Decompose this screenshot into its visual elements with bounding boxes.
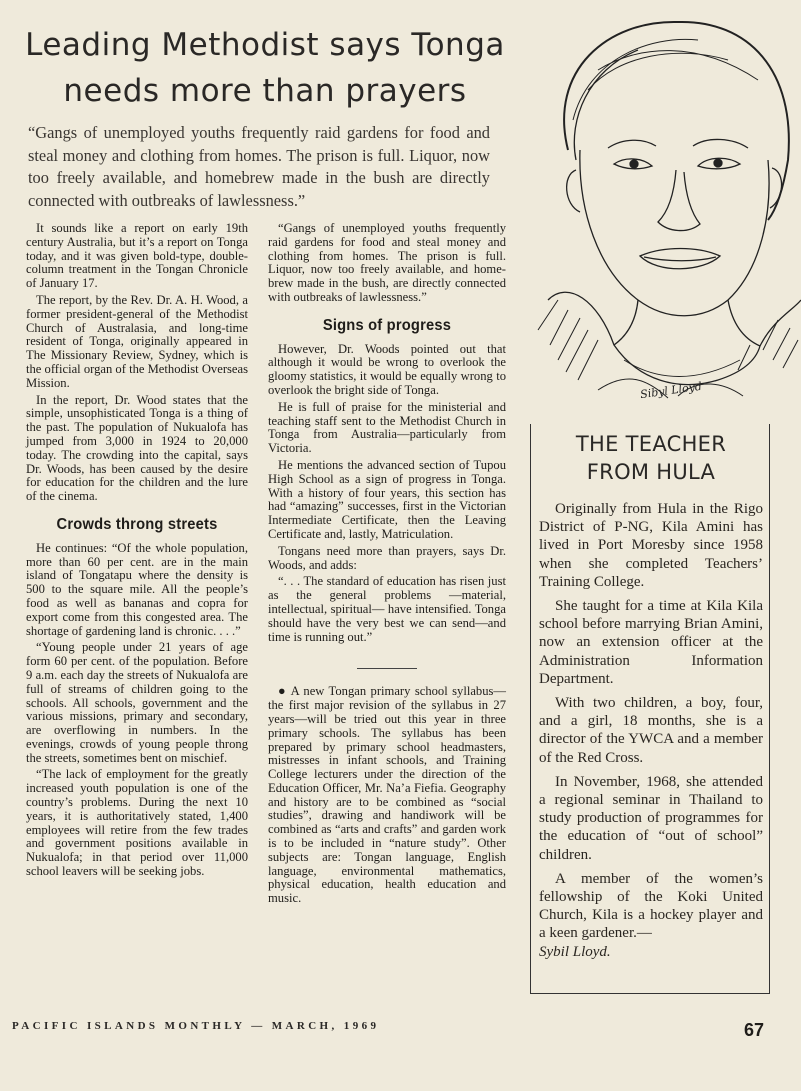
- paragraph: In the report, Dr. Wood states that the simple, unsophisticated Tonga is a thing of the past. The population of Nukualofa has jumped from 3,000 in 1924 to 20,000 today. The crowding into the capital, says Dr. Woods, has been caused by the desire for education for the children and the lure of the cinema.: [26, 392, 248, 504]
- paragraph: ● A new Tongan primary school syllabus—the first major revision of the syllabus in 27 years—will be tried out this year in three primary schools. The syllabus has been prepared by primary school headmasters, mistresses in infant schools, and Training College lecturers under the direction of the Education Officer, Mr. Na’a Fiefia. Geography and history are to be combined as “social studies”, drawing and handiwork will be combined as “arts and crafts” and garden work is to be included in “nature study”. Other subjects are: Tongan language, English language, environmental mathematics, physical education, health education and music.: [268, 684, 506, 906]
- divider: [357, 668, 417, 669]
- headline-line-1: Leading Methodist says Tonga: [25, 27, 505, 63]
- sidebar-title: [539, 430, 763, 486]
- paragraph: The report, by the Rev. Dr. A. H. Wood, a former president-general of the Methodist Church of Australasia, and long-time resident of Tonga, originally appeared in The Missionary Review, Sydney, which is the official organ of the Methodist Overseas Mission.: [26, 292, 248, 390]
- paragraph: “The lack of employment for the greatly increased youth population is one of the country’s problems. During the next 10 years, it is authoritatively stated, 1,400 employees will retire from the few trades and government positions available in Nukualofa; in that period over 11,000 school leavers will be seeking jobs.: [26, 767, 248, 879]
- article-column-2: [268, 222, 506, 909]
- sidebar-paragraph: [539, 870, 763, 961]
- artist-signature: Sibyl Lloyd: [639, 379, 703, 402]
- article-column-1: [26, 222, 248, 882]
- pull-quote: “Gangs of unemployed youths frequently raid gardens for food and steal money and clothing from homes. The prison is full. Liquor, now too freely available, and homebrew made in the bush are directly connected with outbreaks of lawlessness.”: [28, 123, 490, 210]
- paragraph: It sounds like a report on early 19th century Australia, but it’s a report on Tonga today, and it was given bold-type, double-column treatment in the Tongan Chronicle of January 17.: [26, 221, 248, 291]
- subheading-progress: Signs of progress: [322, 316, 452, 334]
- portrait-sketch: [528, 0, 801, 420]
- paragraph: “Gangs of unemployed youths frequently raid gardens for food and steal money and clothing from homes. The prison is full. Liquor, now too freely available, and home-brew made in the bush, are directly connected with outbreaks of lawlessness.”: [268, 221, 506, 304]
- subheading-crowds: Crowds throng streets: [56, 515, 218, 533]
- sidebar-paragraph: She taught for a time at Kila Kila school before marrying Brian Amini, now an extension officer at the Administration Information Department.: [539, 598, 763, 687]
- paragraph: However, Dr. Woods pointed out that although it would be wrong to overlook the gloomy statistics, it would be equally wrong to overlook the bright side of Tonga.: [268, 341, 506, 397]
- sidebar-box: [530, 424, 770, 994]
- sidebar-title-line-1: THE TEACHER: [575, 432, 727, 456]
- paragraph: Tongans need more than prayers, says Dr. Woods, and adds:: [268, 543, 506, 572]
- paragraph: He is full of praise for the ministerial and teaching staff sent to the Methodist Church in Tonga from Australia—particularly from Victoria.: [268, 399, 506, 456]
- sidebar-last-text: A member of the women’s fellowship of the Koki United Church, Kila is a hockey player and a keen gardener.—: [539, 870, 763, 942]
- page-number: 67: [744, 1020, 765, 1040]
- paragraph: He continues: “Of the whole population, more than 60 per cent. are in the main island of Tongatapu where the density is 500 to the square mile. All the people’s food as well as bananas and copra for export come from this congested area. The shortage of gardening land is chronic. . . .”: [26, 540, 248, 638]
- sidebar-title-line-2: FROM HULA: [586, 460, 716, 484]
- paragraph: He mentions the advanced section of Tupou High School as a sign of progress in Tonga. With a history of four years, this section has had “amazing” successes, first in the Victorian Intermediate Certificate, then the Leaving Certificate and, lastly, Matriculation.: [268, 457, 506, 541]
- paragraph: “. . . The standard of education has risen just as the general problems —material, intellectual, spiritual— have intensified. Tonga should have the very best we can send—and time is running out.”: [268, 574, 506, 644]
- sidebar-paragraph: Originally from Hula in the Rigo District of P-NG, Kila Amini has lived in Port Moresby since 1958 when she completed Teachers’ Training College.: [539, 501, 763, 590]
- sidebar-paragraph: With two children, a boy, four, and a girl, 18 months, she is a director of the YWCA and a member of the Red Cross.: [539, 695, 763, 766]
- sidebar-paragraph: In November, 1968, she attended a regional seminar in Thailand to study production of programmes for the education of “out of school” children.: [539, 773, 763, 863]
- headline: [0, 22, 530, 114]
- paragraph: “Young people under 21 years of age form 60 per cent. of the population. Before 9 a.m. each day the streets of Nukualofa are full of streams of children going to the schools. All schools, government and the various missions, primary and secondary, are overflowing in numbers. In the evenings, crowds of young people throng the streets, sometimes bent on mischief.: [26, 640, 248, 765]
- footer-publication: PACIFIC ISLANDS MONTHLY — MARCH, 1969: [12, 1020, 380, 1032]
- sidebar-byline: Sybil Lloyd.: [539, 943, 611, 960]
- headline-line-2: needs more than prayers: [63, 73, 467, 109]
